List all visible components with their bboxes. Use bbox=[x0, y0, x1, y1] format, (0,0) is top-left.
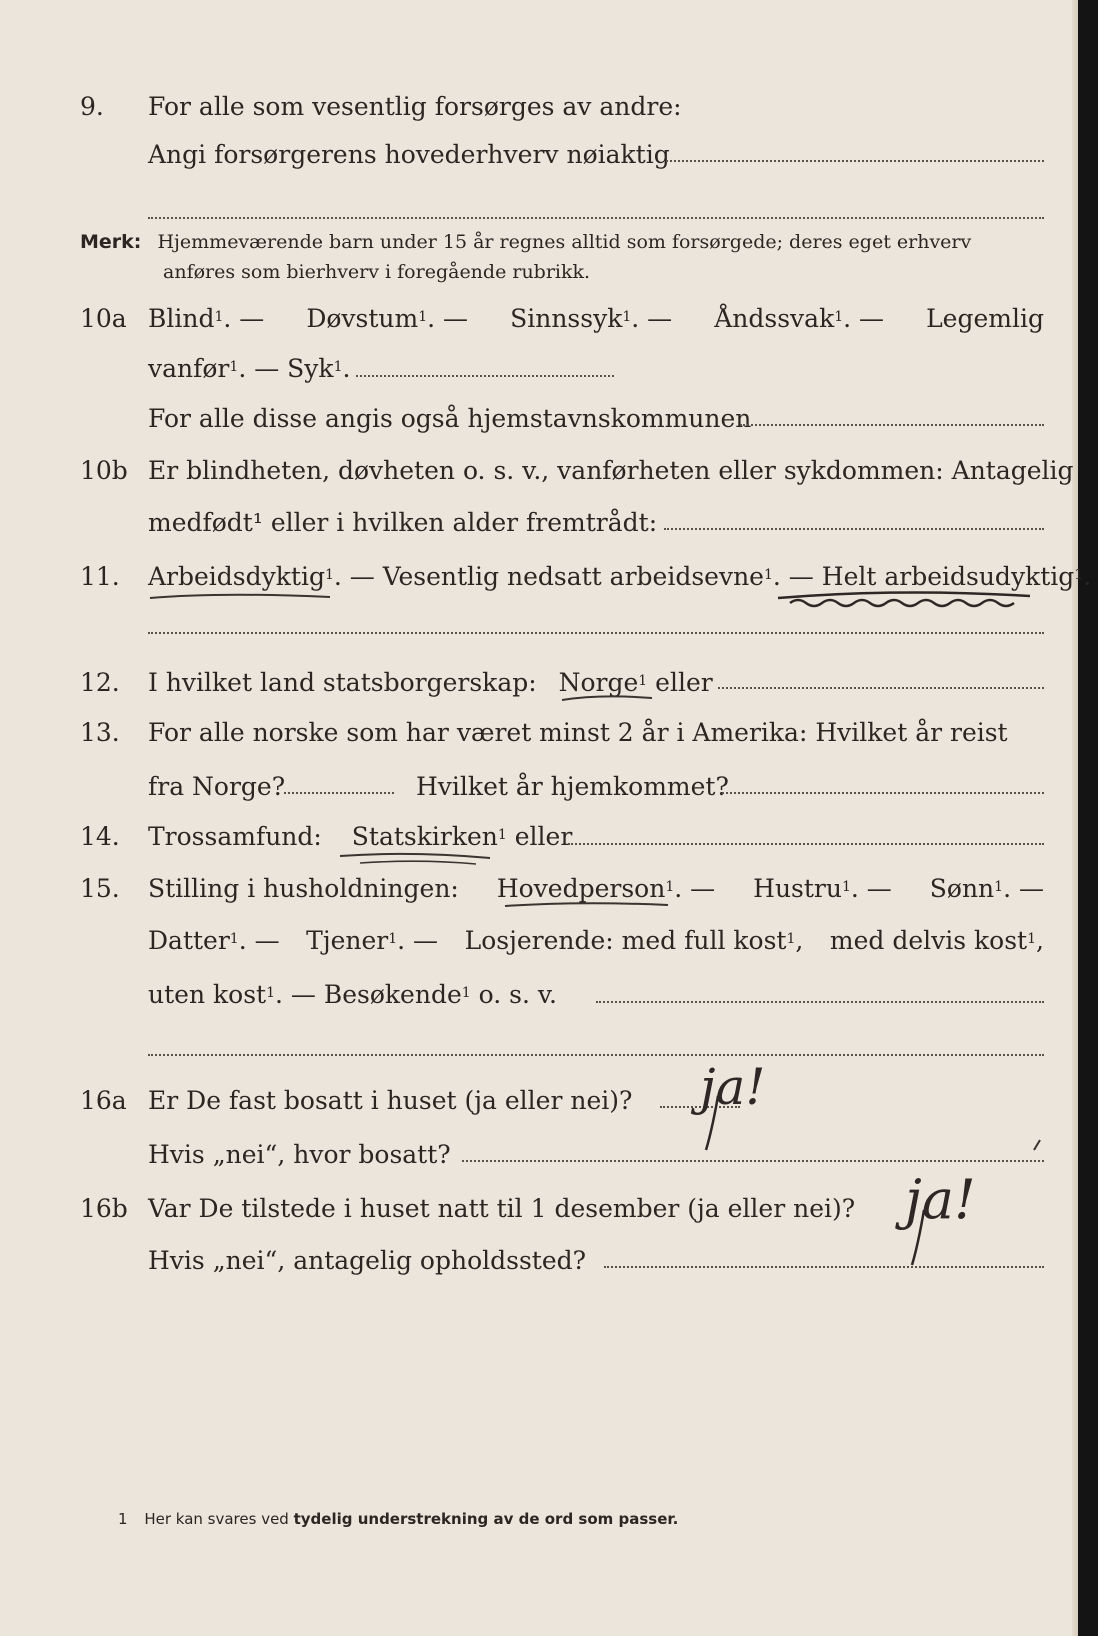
q10a-number: 10a bbox=[80, 304, 127, 333]
q10a-opt-dovstum: Døvstum$^1$. — bbox=[306, 304, 469, 333]
q10a-answer-field[interactable] bbox=[356, 375, 614, 377]
q13-reist-field[interactable] bbox=[284, 792, 394, 794]
q15-opt-tjener: Tjener$^1$. — bbox=[306, 926, 439, 955]
q12-number: 12. bbox=[80, 668, 120, 697]
q13-line1: For alle norske som har været minst 2 år i Amerika: Hvilket år reist bbox=[148, 718, 1008, 747]
underline-helt-arbeidsudyktig bbox=[778, 592, 1030, 598]
q11-opt-udyktig: Helt arbeidsudyktig$^1$. bbox=[821, 562, 1092, 591]
q15-opt-datter: Datter$^1$. — bbox=[148, 926, 280, 955]
page-edge bbox=[1072, 0, 1078, 1636]
q11-opt-nedsatt: Vesentlig nedsatt arbeidsevne$^1$. bbox=[382, 562, 781, 591]
q14-line: Trossamfund: Statskirken$^1$ eller bbox=[148, 822, 573, 851]
q11-options: Arbeidsdyktig$^1$. — Vesentlig nedsatt arbeidsevne$^1$. — Helt arbeidsudyktig$^1$. bbox=[148, 562, 1092, 591]
q16a-number: 16a bbox=[80, 1086, 127, 1115]
q15-number: 15. bbox=[80, 874, 120, 903]
q12-opt-norge: Norge$^1$ bbox=[558, 668, 648, 697]
merk-line1: Hjemmeværende barn under 15 år regnes alltid som forsørgede; deres eget erhverv bbox=[157, 231, 972, 253]
q16b-number: 16b bbox=[80, 1194, 128, 1223]
q14-answer-field[interactable] bbox=[568, 843, 1044, 845]
q13-line2a: fra Norge? bbox=[148, 772, 286, 801]
q14-opt-statskirken: Statskirken$^1$ bbox=[351, 822, 507, 851]
q13-hjemkommet-field[interactable] bbox=[722, 792, 1044, 794]
q16a-bosatt-field[interactable] bbox=[462, 1160, 1044, 1162]
q10a-line2: vanfør$^1$. — Syk$^1$. bbox=[148, 354, 351, 383]
q11-answer-field[interactable] bbox=[148, 632, 1044, 634]
q10a-line3: For alle disse angis også hjemstavnskommunen bbox=[148, 404, 752, 433]
q15-opt-besokende: Besøkende$^1$ bbox=[323, 980, 471, 1009]
q15-opt-hovedperson: Hovedperson$^1$. — bbox=[496, 874, 716, 903]
q15-opt-full-kost: Losjerende: med full kost$^1$, bbox=[464, 926, 804, 955]
q15-answer-field[interactable] bbox=[596, 1001, 1044, 1003]
q15-line1: Stilling i husholdningen: Hovedperson$^1$. — Hustru$^1$. — Sønn$^1$. — bbox=[148, 874, 1044, 903]
q15-line2 bbox=[148, 926, 1044, 956]
q10a-hjemstavn-field[interactable] bbox=[740, 424, 1044, 426]
q10b-line2: medfødt¹ eller i hvilken alder fremtrådt: bbox=[148, 508, 658, 537]
q9-number: 9. bbox=[80, 92, 104, 121]
q15-opt-delvis-kost: med delvis kost$^1$, bbox=[829, 926, 1044, 955]
q10b-line1: Er blindheten, døvheten o. s. v., vanførheten eller sykdommen: Antagelig bbox=[148, 456, 1074, 485]
q16a-answer-field[interactable] bbox=[660, 1106, 740, 1108]
q16b-line2: Hvis „nei“, antagelig opholdssted? bbox=[148, 1246, 587, 1275]
q16a-line1: Er De fast bosatt i huset (ja eller nei)? bbox=[148, 1086, 633, 1115]
q9-answer-field-2[interactable] bbox=[148, 217, 1044, 219]
q15-opt-uten-kost: uten kost$^1$. bbox=[148, 980, 283, 1009]
q15-line3: uten kost$^1$. — Besøkende$^1$ o. s. v. bbox=[148, 980, 557, 1009]
q9-line2: Angi forsørgerens hovederhverv nøiaktig bbox=[148, 140, 670, 169]
q9-line1: For alle som vesentlig forsørges av andre: bbox=[148, 92, 682, 121]
q11-opt-arbeidsdyktig: Arbeidsdyktig$^1$. bbox=[148, 562, 342, 591]
q12-answer-field[interactable] bbox=[718, 687, 1044, 689]
underline-arbeidsdyktig bbox=[150, 595, 330, 598]
underline-statskirken bbox=[340, 854, 490, 858]
q10a-opt-andssvak: Åndssvak$^1$. — bbox=[714, 304, 885, 333]
zigzag-scribble bbox=[790, 600, 1014, 606]
q11-number: 11. bbox=[80, 562, 120, 591]
q13-line2b: Hvilket år hjemkommet? bbox=[416, 772, 729, 801]
q14-number: 14. bbox=[80, 822, 120, 851]
q16a-line2: Hvis „nei“, hvor bosatt? bbox=[148, 1140, 451, 1169]
footnote-text-a: Her kan svares ved bbox=[144, 1510, 289, 1528]
merk-label: Merk: bbox=[80, 231, 142, 253]
q15-opt-hustru: Hustru$^1$. — bbox=[753, 874, 892, 903]
q16b-opholdssted-field[interactable] bbox=[604, 1266, 1044, 1268]
q10a-opt-legemlig: Legemlig bbox=[926, 304, 1044, 333]
footnote-text-b: tydelig understrekning av de ord som passer. bbox=[293, 1510, 679, 1528]
q10a-opt-sinnssyk: Sinnssyk$^1$. — bbox=[510, 304, 673, 333]
q10b-number: 10b bbox=[80, 456, 128, 485]
q15-opt-sonn: Sønn$^1$. — bbox=[929, 874, 1044, 903]
footnote bbox=[118, 1510, 678, 1528]
q15-answer-field-2[interactable] bbox=[148, 1054, 1044, 1056]
merk-note bbox=[80, 228, 971, 256]
q10a-opt-blind: Blind$^1$. — bbox=[148, 304, 265, 333]
q10b-answer-field[interactable] bbox=[664, 528, 1044, 530]
q16b-line1: Var De tilstede i huset natt til 1 desember (ja eller nei)? bbox=[148, 1194, 856, 1223]
q13-number: 13. bbox=[80, 718, 120, 747]
q9-answer-field[interactable] bbox=[666, 160, 1044, 162]
merk-line2: anføres som bierhverv i foregående rubrikk. bbox=[163, 261, 591, 283]
q10a-options bbox=[148, 304, 1044, 334]
footnote-mark: 1 bbox=[118, 1510, 128, 1528]
q12-line: I hvilket land statsborgerskap: Norge$^1$ eller bbox=[148, 668, 713, 697]
q16b-handwritten-answer: ja! bbox=[905, 1168, 976, 1231]
q16a-handwritten-answer: ja! bbox=[700, 1058, 766, 1116]
